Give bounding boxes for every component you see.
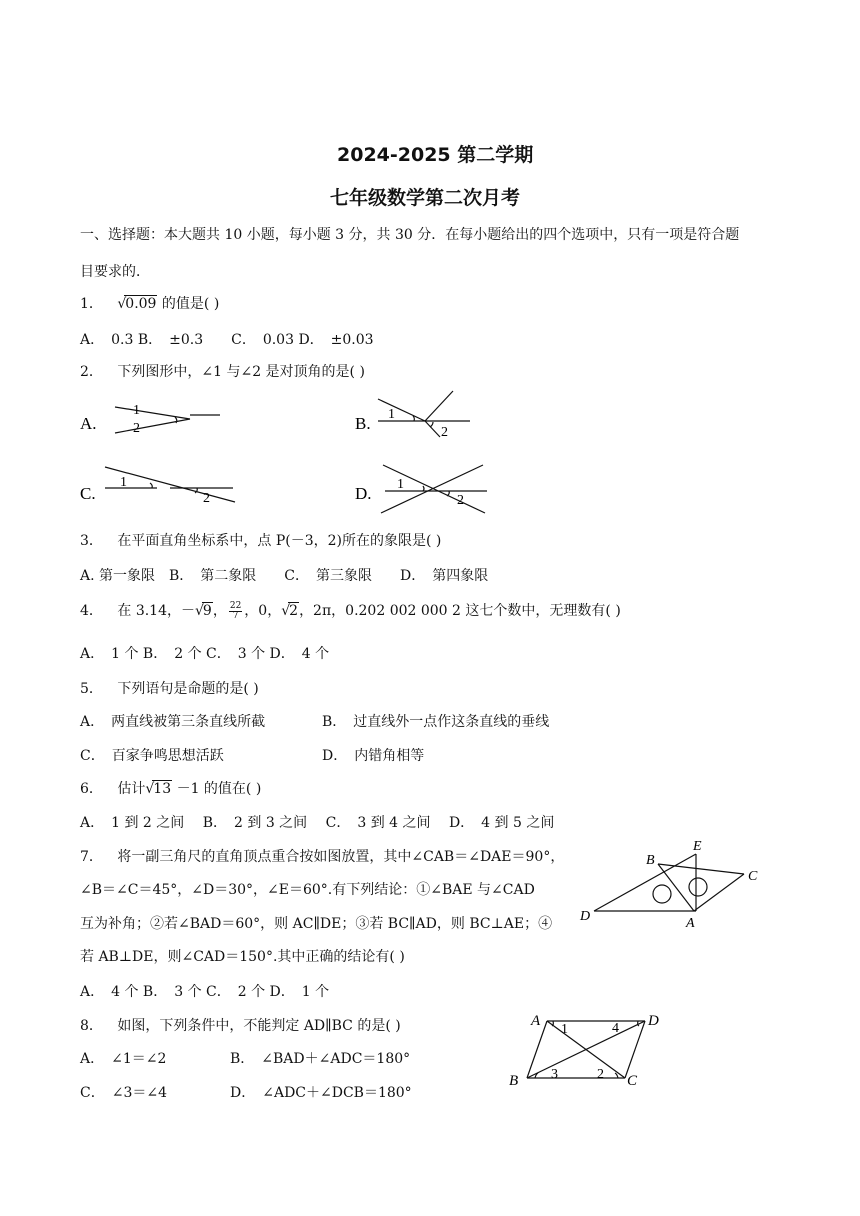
fraction-numerator: 22 xyxy=(229,600,242,611)
section-intro-cont: 目要求的． xyxy=(80,264,150,280)
page-subtitle: 七年级数学第二次月考 xyxy=(330,187,521,209)
point-a: A xyxy=(531,1013,541,1029)
question-text: 在平面直角坐标系中，点 P(－3，2)所在的象限是( ) xyxy=(117,533,442,549)
angle-1: 1 xyxy=(388,407,395,422)
q4-text-post: ，2π，0.202 002 000 2 这七个数中，无理数有( ) xyxy=(299,603,621,619)
question-7-line3: 互为补角；②若∠BAD＝60°，则 AC∥DE；③若 BC∥AD，则 BC⊥AE；④ xyxy=(80,916,553,932)
angle-1: 1 xyxy=(397,477,404,492)
q8-option-d: D． ∠ADC＋∠DCB＝180° xyxy=(230,1085,412,1101)
radicand: 13 xyxy=(153,781,172,797)
point-b: B xyxy=(509,1073,519,1089)
point-c: C xyxy=(627,1073,638,1089)
label-a: A. xyxy=(80,414,97,433)
question-8 xyxy=(80,1015,401,1035)
angle-1: 1 xyxy=(133,403,140,418)
q8-figure xyxy=(505,1005,680,1090)
point-c: C xyxy=(748,869,758,884)
fraction-denominator: 7 xyxy=(232,610,239,621)
angle-1: 1 xyxy=(561,1022,568,1037)
q5-option-c: C． 百家争鸣思想活跃 xyxy=(80,748,224,764)
angle-4: 4 xyxy=(612,1021,619,1036)
question-number: 6． xyxy=(80,781,103,797)
question-number: 7． xyxy=(80,849,103,865)
q2-figure xyxy=(75,387,575,522)
q7-figure xyxy=(576,834,766,934)
question-number: 3． xyxy=(80,533,103,549)
q3-options: A. 第一象限 B． 第二象限 C． 第三象限 D． 第四象限 xyxy=(80,568,489,584)
question-text: 的值是( ) xyxy=(161,296,220,312)
question-number: 8． xyxy=(80,1018,103,1034)
question-text: 下列图形中，∠1 与∠2 是对顶角的是( ) xyxy=(117,364,365,380)
q5-option-b: B． 过直线外一点作这条直线的垂线 xyxy=(322,714,550,730)
radicand: 0.09 xyxy=(125,296,157,312)
fraction xyxy=(229,602,242,621)
q8-option-c: C． ∠3＝∠4 xyxy=(80,1085,167,1101)
point-e: E xyxy=(693,839,702,854)
question-4: 4． 在 3.14，－√9， $\frac{22}{7}$ ，0，√2，2π，0.202 002 000 2 这七个数中，无理数有( ) xyxy=(80,600,621,621)
angle-3: 3 xyxy=(551,1067,558,1082)
angle-2: 2 xyxy=(597,1067,604,1082)
angle-2: 2 xyxy=(133,421,140,436)
question-number: 1． xyxy=(80,296,103,312)
q4-text-mid2: ，0， xyxy=(244,603,282,619)
question-number: 2． xyxy=(80,364,103,380)
question-7-line2: ∠B＝∠C＝45°，∠D＝30°，∠E＝60°.有下列结论：①∠BAE 与∠CAD xyxy=(80,882,535,898)
question-number: 4． xyxy=(80,603,103,619)
point-d: D xyxy=(648,1013,659,1029)
question-7-line4: 若 AB⊥DE，则∠CAD＝150°.其中正确的结论有( ) xyxy=(80,949,405,965)
label-b: B. xyxy=(355,414,371,433)
label-d: D. xyxy=(355,484,372,503)
question-text: 下列语句是命题的是( ) xyxy=(117,681,259,697)
q4-text-pre: 在 3.14，－ xyxy=(117,603,195,619)
point-d: D xyxy=(580,909,591,924)
point-a: A xyxy=(686,916,695,931)
q5-option-a: A． 两直线被第三条直线所截 xyxy=(80,714,266,730)
q8-option-a: A． ∠1＝∠2 xyxy=(80,1051,167,1067)
angle-1: 1 xyxy=(120,475,127,490)
point-b: B xyxy=(646,853,655,868)
radicand: 9 xyxy=(202,603,212,619)
q1-options: A． 0.3 B． ±0.3 C． 0.03 D． ±0.03 xyxy=(80,332,374,348)
page-title: 2024-2025 第二学期 xyxy=(337,144,534,166)
question-5 xyxy=(80,678,259,698)
angle-2: 2 xyxy=(203,491,210,506)
label-c: C. xyxy=(80,484,96,503)
question-text: 如图，下列条件中，不能判定 AD∥BC 的是( ) xyxy=(117,1018,401,1034)
question-text-line1: 将一副三角尺的直角顶点重合按如图放置，其中∠CAB＝∠DAE＝90°， xyxy=(117,849,565,865)
question-number: 5． xyxy=(80,681,103,697)
angle-2: 2 xyxy=(457,493,464,508)
question-1: 1． √0.09 的值是( ) xyxy=(80,296,220,312)
q4-text-mid: ， xyxy=(212,603,227,619)
section-intro: 一、选择题：本大题共 10 小题，每小题 3 分，共 30 分．在每小题给出的四个选项中，只有一项是符合题 xyxy=(80,227,740,243)
q4-options: A． 1 个 B． 2 个 C． 3 个 D． 4 个 xyxy=(80,646,330,662)
q8-option-b: B． ∠BAD＋∠ADC＝180° xyxy=(230,1051,411,1067)
q5-option-d: D． 内错角相等 xyxy=(322,748,425,764)
question-6: 6． 估计√13 －1 的值在( ) xyxy=(80,781,262,797)
question-7 xyxy=(80,846,564,866)
radicand: 2 xyxy=(289,603,299,619)
q6-text-post: －1 的值在( ) xyxy=(172,781,262,797)
question-3 xyxy=(80,530,441,550)
q6-options: A． 1 到 2 之间 B． 2 到 3 之间 C． 3 到 4 之间 D． 4 到 5 之间 xyxy=(80,815,555,831)
question-2 xyxy=(80,361,365,381)
q7-options: A． 4 个 B． 3 个 C． 2 个 D． 1 个 xyxy=(80,984,330,1000)
angle-2: 2 xyxy=(441,425,448,440)
q6-text-pre: 估计 xyxy=(117,781,146,797)
